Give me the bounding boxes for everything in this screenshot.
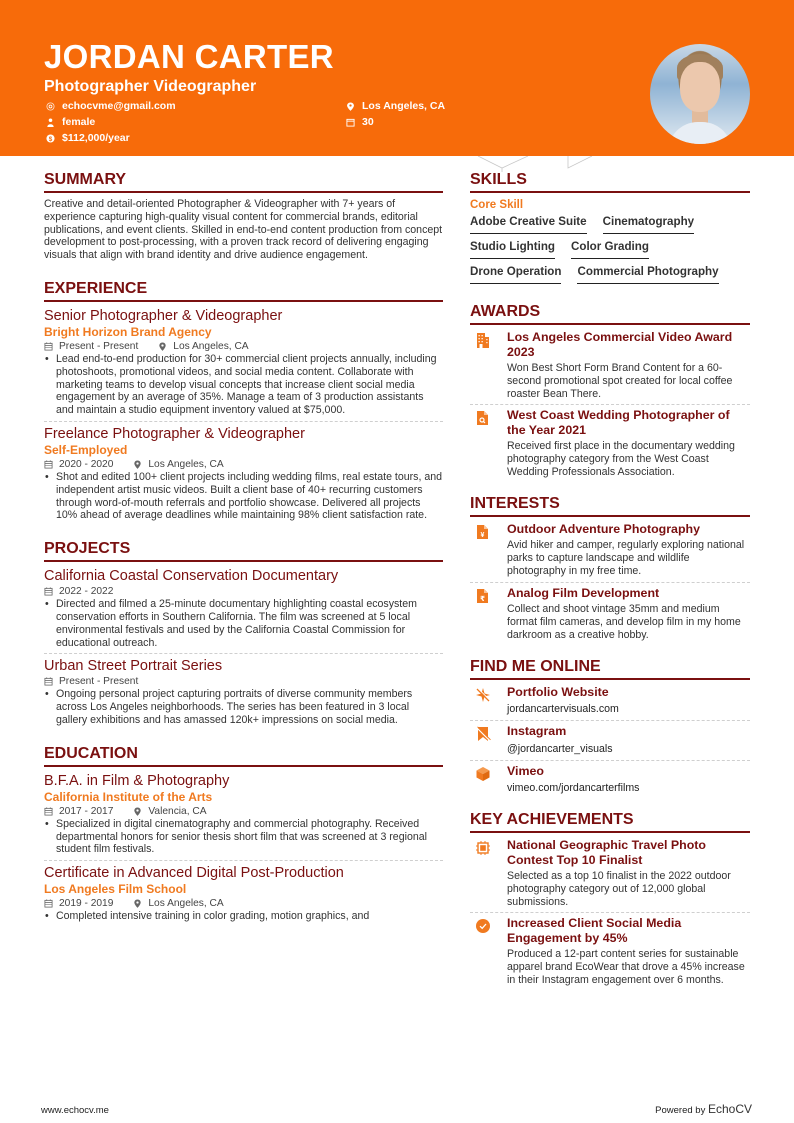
project-entry [44, 657, 443, 726]
svg-text:$: $ [48, 135, 52, 143]
at-icon [45, 101, 55, 111]
svg-text:₹: ₹ [480, 594, 485, 603]
project-entry [44, 567, 443, 649]
award-item [470, 330, 750, 400]
map-pin-icon [133, 460, 142, 469]
experience-entry [44, 307, 443, 417]
email-value: echocvme@gmail.com [62, 100, 176, 112]
achievements-title: KEY ACHIEVEMENTS [470, 812, 750, 833]
job-bullet: • Lead end-to-end production for 30+ commercial client projects annually, including photoshoots, promotional videos, and social media content. Collaborate with marketing teams to develop visual concepts that increase client social media engagement by an average of 35%. Manage a team of 3 production assistants and maintain a studio equipment inventory valued at $75,000. [44, 353, 443, 417]
job-dates: Present - Present [59, 340, 139, 352]
projects-title: PROJECTS [44, 541, 443, 562]
skill-group-label: Core Skill [470, 199, 524, 211]
map-pin-icon [158, 342, 167, 351]
project-meta [44, 585, 443, 598]
cube-icon [470, 764, 507, 796]
award-desc: Received first place in the documentary wedding photography category from the West Coast Wedding Professionals Association. [507, 440, 735, 478]
footer-powered-by[interactable] [655, 1102, 752, 1116]
left-column [44, 172, 443, 924]
online-title-text: Portfolio Website [507, 684, 609, 699]
divider [44, 860, 443, 861]
file-search-icon [470, 408, 507, 478]
experience-entry [44, 425, 443, 522]
job-location: Los Angeles, CA [173, 340, 249, 352]
achievements-section [470, 812, 750, 987]
experience-title: EXPERIENCE [44, 281, 443, 302]
project-dates: Present - Present [59, 676, 139, 688]
achievement-item [470, 916, 750, 986]
decorative-lines [470, 156, 600, 172]
person-icon [45, 117, 55, 127]
project-title: Urban Street Portrait Series [44, 658, 223, 675]
candidate-role: Photographer Videographer [44, 78, 257, 95]
contact-email[interactable] [45, 99, 176, 113]
degree-title: Certificate in Advanced Digital Post-Production [44, 865, 344, 882]
calendar-icon [44, 677, 53, 686]
achievement-item [470, 838, 750, 908]
project-dates: 2022 - 2022 [59, 586, 114, 598]
age-value: 30 [362, 116, 374, 128]
location-value: Los Angeles, CA [362, 100, 446, 112]
job-dates: 2020 - 2020 [59, 458, 114, 470]
awards-title: AWARDS [470, 304, 750, 325]
contact-age [345, 115, 374, 129]
skill-item: Commercial Photography [577, 262, 718, 284]
divider [44, 653, 443, 654]
online-item[interactable] [470, 685, 750, 717]
right-column [470, 172, 750, 987]
online-link[interactable]: @jordancarter_visuals [507, 742, 613, 755]
education-location: Valencia, CA [148, 805, 207, 817]
dollar-icon [45, 133, 55, 143]
education-entry [44, 772, 443, 856]
calendar-icon [44, 460, 53, 469]
summary-section [44, 172, 443, 262]
skill-item: Drone Operation [470, 262, 561, 284]
chip-icon [470, 838, 507, 908]
online-title: FIND ME ONLINE [470, 659, 750, 680]
job-title: Senior Photographer & Videographer [44, 307, 283, 324]
divider [470, 404, 750, 405]
building-icon [470, 330, 507, 400]
achievement-title: National Geographic Travel Photo Contest Top 10 Finalist [507, 838, 706, 867]
interest-item [470, 522, 750, 578]
salary-value: $112,000/year [62, 132, 130, 144]
calendar-icon [44, 807, 53, 816]
profile-photo [650, 44, 750, 144]
calendar-icon [44, 342, 53, 351]
project-title: California Coastal Conservation Documentary [44, 568, 339, 585]
award-title: West Coast Wedding Photographer of the Year 2021 [507, 408, 730, 437]
education-dates: 2017 - 2017 [59, 805, 114, 817]
education-location: Los Angeles, CA [148, 898, 224, 910]
contact-salary [45, 131, 130, 145]
skill-item: Studio Lighting [470, 237, 555, 259]
online-item[interactable] [470, 764, 750, 796]
gender-value: female [62, 116, 96, 128]
divider [470, 720, 750, 721]
sparkle-off-icon [470, 685, 507, 717]
online-link[interactable]: jordancartervisuals.com [507, 703, 619, 716]
school-name: California Institute of the Arts [44, 789, 213, 804]
candidate-name: JORDAN CARTER [44, 38, 334, 75]
calendar-icon [345, 117, 355, 127]
project-meta [44, 675, 443, 688]
online-item[interactable] [470, 724, 750, 756]
degree-title: B.F.A. in Film & Photography [44, 772, 230, 789]
map-pin-icon [345, 101, 355, 111]
bookmark-off-icon [470, 724, 507, 756]
education-entry [44, 864, 443, 924]
skills-section [470, 172, 750, 287]
map-pin-icon [133, 899, 142, 908]
education-bullet: • Specialized in digital cinematography and commercial photography. Received departmental honors for senior thesis short film that was screened at 3 regional student film festivals. [44, 818, 443, 856]
file-rupee-icon [470, 586, 507, 642]
divider [470, 582, 750, 583]
map-pin-icon [133, 807, 142, 816]
education-title: EDUCATION [44, 746, 443, 767]
education-dates: 2019 - 2019 [59, 898, 114, 910]
achievement-title: Increased Client Social Media Engagement by 45% [507, 916, 682, 945]
file-yen-icon [470, 522, 507, 578]
achievement-desc: Selected as a top 10 finalist in the 2022 outdoor photography category out of 12,000 global submissions. [507, 870, 731, 908]
job-bullet: • Shot and edited 100+ client projects including wedding films, real estate tours, and independent artist music videos. Built a client base of 40+ recurring customers through word-of-mouth referrals and portfolio showcase. Delivered all projects 10% ahead of average deadlines while maintaining 98% client satisfaction rate. [44, 471, 443, 522]
education-meta [44, 805, 443, 818]
online-section [470, 659, 750, 796]
skill-item: Color Grading [571, 237, 649, 259]
award-item [470, 408, 750, 478]
interest-desc: Avid hiker and camper, regularly exploring national parks to capture landscape and wildlife photography in my free time. [507, 539, 745, 577]
calendar-icon [44, 587, 53, 596]
svg-text:¥: ¥ [480, 531, 485, 539]
award-title: Los Angeles Commercial Video Award 2023 [507, 330, 733, 359]
summary-title: SUMMARY [44, 172, 443, 193]
job-meta [44, 458, 443, 471]
education-section [44, 746, 443, 924]
company-name: Bright Horizon Brand Agency [44, 324, 212, 339]
interest-title: Analog Film Development [507, 585, 660, 600]
experience-section [44, 281, 443, 522]
skill-item: Adobe Creative Suite [470, 212, 587, 234]
school-name: Los Angeles Film School [44, 882, 187, 897]
online-title-text: Vimeo [507, 763, 544, 778]
interest-item [470, 586, 750, 642]
contact-gender [45, 115, 95, 129]
contact-location [345, 99, 445, 113]
interest-desc: Collect and shoot vintage 35mm and medium format film cameras, and develop film in my home darkroom as a creative hobby. [507, 603, 741, 641]
footer-website[interactable]: www.echocv.me [41, 1105, 109, 1116]
skill-item: Cinematography [603, 212, 694, 234]
projects-section [44, 541, 443, 727]
awards-section [470, 304, 750, 479]
powered-prefix: Powered by [655, 1105, 708, 1116]
check-circle-icon [470, 916, 507, 986]
job-location: Los Angeles, CA [148, 458, 224, 470]
online-title-text: Instagram [507, 724, 567, 739]
award-desc: Won Best Short Form Brand Content for a 60-second promotional spot created for local coffee roaster Bean There. [507, 362, 733, 400]
interest-title: Outdoor Adventure Photography [507, 521, 700, 536]
job-meta [44, 340, 443, 353]
calendar-icon [44, 899, 53, 908]
resume-header [0, 0, 794, 156]
powered-brand: EchoCV [707, 1102, 752, 1116]
divider [470, 912, 750, 913]
project-bullet: • Directed and filmed a 25-minute documentary highlighting coastal ecosystem conservation efforts in Southern California. The film was screened at 5 local environmental festivals and used by the California Coastal Commission for educational outreach. [44, 598, 443, 649]
project-bullet: • Ongoing personal project capturing portraits of diverse community members across Los Angeles neighborhoods. The series has been featured in 3 local gallery exhibitions and has amassed 120k+ impressions on social media. [44, 688, 443, 726]
achievement-desc: Produced a 12-part content series for sustainable apparel brand EcoWear that drove a 45% increase in their Instagram engagement over 6 months. [507, 948, 745, 987]
interests-title: INTERESTS [470, 496, 750, 517]
skills-title: SKILLS [470, 172, 750, 193]
interests-section [470, 496, 750, 642]
education-meta [44, 897, 443, 910]
company-name: Self-Employed [44, 442, 128, 457]
divider [470, 760, 750, 761]
education-bullet: • Completed intensive training in color grading, motion graphics, and [44, 910, 443, 924]
divider [44, 421, 443, 422]
online-link[interactable]: vimeo.com/jordancarterfilms [507, 782, 640, 795]
job-title: Freelance Photographer & Videographer [44, 425, 305, 442]
summary-text: Creative and detail-oriented Photographer & Videographer with 7+ years of experience capturing high-quality visual content for commercial brands, editorial publications, and event clients. Skilled in end-to-end content production from concept development to post-processing, with a proven track record of delivering engaging visuals that align with brand identity and drive audience engagement. [44, 198, 443, 262]
skills-list [470, 212, 740, 287]
